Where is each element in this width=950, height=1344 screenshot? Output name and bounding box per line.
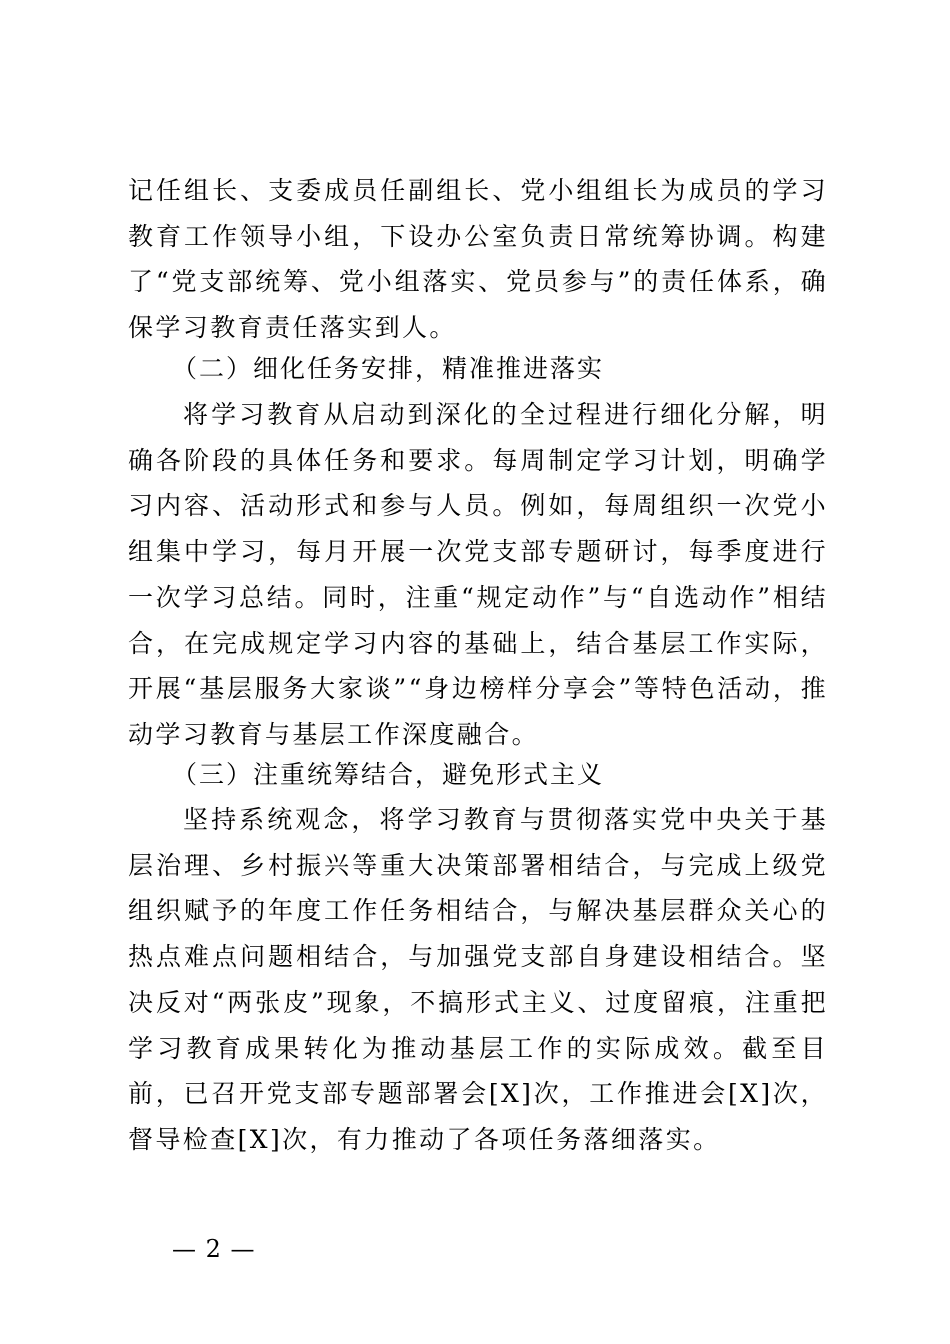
paragraph-task-arrangement: 将学习教育从启动到深化的全过程进行细化分解，明确各阶段的具体任务和要求。每周制定学习计划，明确学习内容、活动形式和参与人员。例如，每周组织一次党小组集中学习，每月开展一次党支部专题研讨，每季度进行一次学习总结。同时，注重“规定动作”与“自选动作”相结合，在完成规定学习内容的基础上，结合基层工作实际，开展“基层服务大家谈”“身边榜样分享会”等特色活动，推动学习教育与基层工作深度融合。 [128, 400, 828, 749]
section-heading-three: （三）注重统筹结合，避免形式主义 [172, 760, 605, 789]
paragraph-overall-planning: 坚持系统观念，将学习教育与贯彻落实党中央关于基层治理、乡村振兴等重大决策部署相结合，与完成上级党组织赋予的年度工作任务相结合，与解决基层群众关心的热点难点问题相结合，与加强党支部自身建设相结合。坚决反对“两张皮”现象，不搞形式主义、过度留痕，注重把学习教育成果转化为推动基层工作的实际成效。截至目前，已召开党支部专题部署会[X]次，工作推进会[X]次，督导检查[X]次，有力推动了各项任务落细落实。 [128, 805, 828, 1154]
page-number: — 2 — [172, 1235, 256, 1263]
paragraph-leadership-group: 记任组长、支委成员任副组长、党小组组长为成员的学习教育工作领导小组，下设办公室负责日常统筹协调。构建了“党支部统筹、党小组落实、党员参与”的责任体系，确保学习教育责任落实到人。 [128, 176, 828, 343]
section-heading-two: （二）细化任务安排，精准推进落实 [172, 354, 605, 383]
